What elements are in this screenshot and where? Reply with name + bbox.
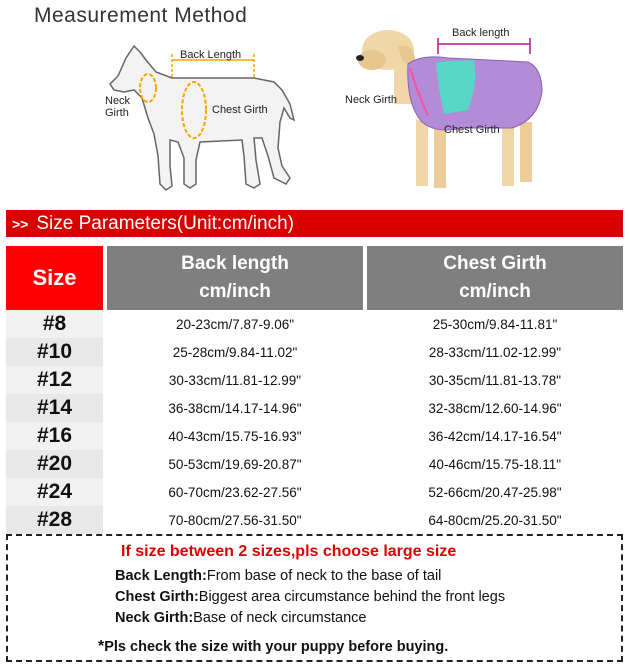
size-parameters-bar — [6, 210, 623, 237]
size-cell: #10 — [6, 338, 103, 366]
table-row — [6, 366, 623, 394]
back-length-term: Back Length: — [115, 568, 207, 584]
left-chest-girth-label: Chest Girth — [212, 104, 268, 116]
neck-girth-term: Neck Girth: — [115, 610, 194, 626]
chest-girth-column-header — [367, 246, 623, 310]
page-title: Measurement Method — [34, 4, 248, 27]
table-row — [6, 450, 623, 478]
chest-girth-cell: 25-30cm/9.84-11.81" — [432, 316, 558, 332]
neck-girth-desc: Base of neck circumstance — [193, 610, 367, 626]
back-length-header-line1: Back length — [181, 253, 289, 274]
table-row — [6, 394, 623, 422]
size-cell: #20 — [6, 450, 103, 478]
table-row — [6, 506, 623, 534]
table-row — [6, 310, 623, 338]
asterisk-mark: * — [98, 638, 105, 655]
chest-girth-term: Chest Girth: — [115, 589, 199, 605]
chest-girth-cell: 64-80cm/25.20-31.50" — [428, 512, 562, 528]
size-cell: #24 — [6, 478, 103, 506]
back-length-cell: 25-28cm/9.84-11.02" — [172, 344, 298, 360]
back-length-header-line2: cm/inch — [199, 281, 271, 302]
dog-outline-illustration — [104, 38, 300, 196]
size-parameters-title: Size Parameters(Unit:cm/inch) — [36, 212, 294, 234]
left-back-length-label: Back Length — [180, 49, 242, 61]
chest-girth-note — [115, 589, 505, 605]
double-chevron-icon: >> — [12, 215, 29, 232]
chest-girth-cell: 36-42cm/14.17-16.54" — [428, 428, 562, 444]
chest-girth-cell: 28-33cm/11.02-12.99" — [428, 344, 562, 360]
size-cell: #12 — [6, 366, 103, 394]
size-cell: #8 — [6, 310, 103, 338]
chest-girth-header-line2: cm/inch — [459, 281, 531, 302]
size-warning-text: If size between 2 sizes,pls choose large size — [121, 543, 457, 560]
dog-outline-shape — [110, 46, 294, 190]
table-header-row — [6, 246, 623, 310]
final-note-text: Pls check the size with your puppy before buying. — [104, 639, 449, 655]
chest-girth-cell: 30-35cm/11.81-13.78" — [428, 372, 562, 388]
final-note — [98, 638, 448, 656]
left-neck-girth-label-line2: Girth — [105, 107, 129, 119]
table-row — [6, 478, 623, 506]
back-length-cell: 20-23cm/7.87-9.06" — [175, 316, 295, 332]
back-length-cell: 50-53cm/19.69-20.87" — [168, 456, 302, 472]
chest-girth-cell: 52-66cm/20.47-25.98" — [428, 484, 562, 500]
chest-girth-desc: Biggest area circumstance behind the front legs — [198, 589, 506, 605]
chest-girth-cell: 32-38cm/12.60-14.96" — [428, 400, 562, 416]
chest-girth-header-line1: Chest Girth — [443, 253, 547, 274]
right-back-length-label: Back length — [452, 27, 510, 39]
neck-girth-note — [115, 610, 366, 626]
size-cell: #16 — [6, 422, 103, 450]
size-table — [6, 246, 623, 534]
table-row — [6, 422, 623, 450]
back-length-desc: From base of neck to the base of tail — [206, 568, 442, 584]
size-cell: #14 — [6, 394, 103, 422]
table-row — [6, 338, 623, 366]
left-neck-girth-label-line1: Neck — [105, 95, 131, 107]
right-neck-girth-label: Neck Girth — [345, 94, 397, 106]
back-length-column-header — [107, 246, 363, 310]
size-cell: #28 — [6, 506, 103, 534]
back-length-cell: 40-43cm/15.75-16.93" — [168, 428, 302, 444]
back-length-cell: 30-33cm/11.81-12.99" — [168, 372, 302, 388]
dog-photo-illustration — [352, 24, 552, 196]
right-chest-girth-label: Chest Girth — [444, 124, 500, 136]
back-length-cell: 60-70cm/23.62-27.56" — [168, 484, 302, 500]
size-column-header: Size — [6, 246, 103, 310]
chest-girth-cell: 40-46cm/15.75-18.11" — [428, 456, 562, 472]
back-length-cell: 70-80cm/27.56-31.50" — [168, 512, 302, 528]
back-length-cell: 36-38cm/14.17-14.96" — [168, 400, 302, 416]
notes-box — [6, 534, 623, 662]
back-length-note — [115, 568, 441, 584]
